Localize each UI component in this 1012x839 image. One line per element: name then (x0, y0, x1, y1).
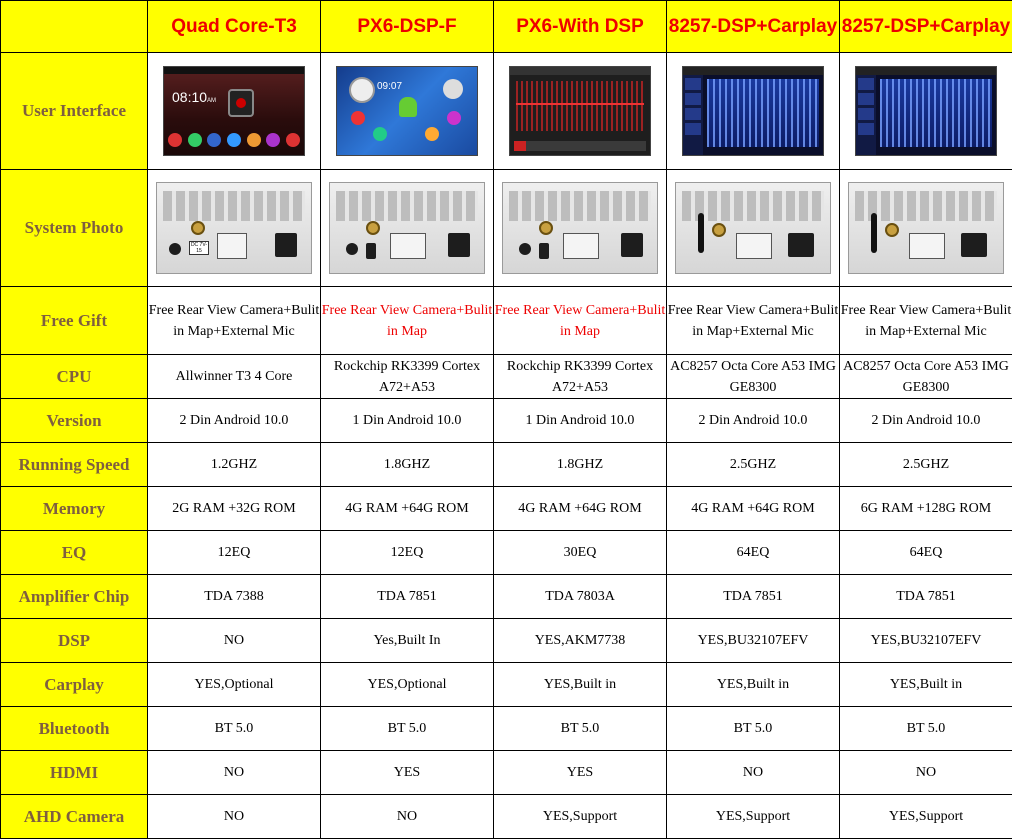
carplay-cell: YES,Optional (148, 663, 321, 707)
ui-screenshot-px6-with-dsp (509, 66, 651, 156)
running-speed-cell: 1.8GHZ (321, 443, 494, 487)
radio-port (169, 243, 181, 255)
antenna-port (539, 221, 553, 235)
column-header-quad-core-t3: Quad Core-T3 (148, 1, 321, 53)
t3-clock-suffix: AM (207, 98, 216, 104)
row-carplay (1, 663, 1012, 707)
ahd-camera-cell: YES,Support (667, 795, 840, 839)
amplifier-chip-cell: TDA 7803A (494, 575, 667, 619)
row-label-eq: EQ (1, 531, 148, 575)
memory-cell: 6G RAM +128G ROM (840, 487, 1012, 531)
bluetooth-icon (227, 133, 241, 147)
dsp-cell: YES,BU32107EFV (840, 619, 1012, 663)
t3-clock: 08:10 (172, 89, 207, 105)
hdmi-cell: YES (321, 751, 494, 795)
bluetooth-cell: BT 5.0 (494, 707, 667, 751)
play-icon (443, 79, 463, 99)
ahd-camera-cell: YES,Support (494, 795, 667, 839)
carplay-cell: YES,Optional (321, 663, 494, 707)
radio-port (346, 243, 358, 255)
music-icon (447, 111, 461, 125)
free-gift-cell: Free Rear View Camera+Bulit in Map+External Mic (840, 287, 1012, 355)
system-photo-px6-dsp-f (329, 182, 485, 274)
system-photo-t3 (156, 182, 312, 274)
antenna-port (191, 221, 205, 235)
memory-cell: 4G RAM +64G ROM (321, 487, 494, 531)
running-speed-cell: 1.8GHZ (494, 443, 667, 487)
amplifier-chip-cell: TDA 7851 (321, 575, 494, 619)
column-header-8257-dsp-carplay: 8257-DSP+Carplay (667, 1, 840, 53)
dsp-side-menu (683, 75, 703, 155)
cpu-cell: AC8257 Octa Core A53 IMG GE8300 (667, 355, 840, 399)
bluetooth-antenna (698, 213, 704, 253)
cpu-cell: Allwinner T3 4 Core (148, 355, 321, 399)
equalizer-sliders (516, 81, 644, 131)
cpu-cell: Rockchip RK3399 Cortex A72+A53 (494, 355, 667, 399)
row-label-hdmi: HDMI (1, 751, 148, 795)
ahd-camera-cell: YES,Support (840, 795, 1012, 839)
main-plug (217, 233, 247, 259)
system-photo-px6-with-dsp (502, 182, 658, 274)
row-ahd-camera (1, 795, 1012, 839)
ui-screenshot-t3 (163, 66, 305, 156)
ui-screenshot-8257 (682, 66, 824, 156)
main-plug (909, 233, 945, 259)
dvd-icon (247, 133, 261, 147)
version-cell: 2 Din Android 10.0 (148, 399, 321, 443)
row-running-speed (1, 443, 1012, 487)
bluetooth-cell: BT 5.0 (667, 707, 840, 751)
navi-icon (373, 127, 387, 141)
eq-cell: 12EQ (148, 531, 321, 575)
row-label-free-gift: Free Gift (1, 287, 148, 355)
column-header-px6-dsp-f: PX6-DSP-F (321, 1, 494, 53)
row-amplifier-chip (1, 575, 1012, 619)
version-cell: 2 Din Android 10.0 (667, 399, 840, 443)
amplifier-chip-cell: TDA 7851 (667, 575, 840, 619)
iso-port (961, 233, 987, 257)
main-plug (390, 233, 426, 259)
column-header-8257-dsp-carplay-2: 8257-DSP+Carplay (840, 1, 1012, 53)
free-gift-cell: Free Rear View Camera+Bulit in Map+External Mic (148, 287, 321, 355)
row-user-interface (1, 53, 1012, 170)
eq-cell: 64EQ (667, 531, 840, 575)
running-speed-cell: 1.2GHZ (148, 443, 321, 487)
cpu-cell: Rockchip RK3399 Cortex A72+A53 (321, 355, 494, 399)
header-row (1, 1, 1012, 53)
system-photo-8257-2 (848, 182, 1004, 274)
dsp-cell: NO (148, 619, 321, 663)
carplay-cell: YES,Built in (494, 663, 667, 707)
header-corner (1, 1, 148, 53)
car-icon (168, 133, 182, 147)
version-cell: 1 Din Android 10.0 (321, 399, 494, 443)
row-label-memory: Memory (1, 487, 148, 531)
row-label-cpu: CPU (1, 355, 148, 399)
clock-icon (349, 77, 375, 103)
dsp-cell: Yes,Built In (321, 619, 494, 663)
dsp-equalizer-grid (707, 79, 819, 147)
phone-icon (351, 111, 365, 125)
radio-icon (207, 133, 221, 147)
row-label-running-speed: Running Speed (1, 443, 148, 487)
amplifier-chip-cell: TDA 7851 (840, 575, 1012, 619)
eq-preset-tabs (514, 141, 646, 151)
row-eq (1, 531, 1012, 575)
row-hdmi (1, 751, 1012, 795)
column-header-px6-with-dsp: PX6-With DSP (494, 1, 667, 53)
eq-cell: 12EQ (321, 531, 494, 575)
bluetooth-antenna (871, 213, 877, 253)
eq-cell: 64EQ (840, 531, 1012, 575)
version-cell: 1 Din Android 10.0 (494, 399, 667, 443)
hdmi-cell: NO (840, 751, 1012, 795)
camera-icon (228, 89, 254, 117)
row-label-dsp: DSP (1, 619, 148, 663)
row-free-gift (1, 287, 1012, 355)
iso-port (621, 233, 643, 257)
row-cpu (1, 355, 1012, 399)
antenna-port (366, 221, 380, 235)
video-icon (266, 133, 280, 147)
dc-label: DC 7V-15 (189, 241, 209, 255)
running-speed-cell: 2.5GHZ (840, 443, 1012, 487)
memory-cell: 4G RAM +64G ROM (667, 487, 840, 531)
radio-port (519, 243, 531, 255)
memory-cell: 4G RAM +64G ROM (494, 487, 667, 531)
bluetooth-cell: BT 5.0 (840, 707, 1012, 751)
eq-cell: 30EQ (494, 531, 667, 575)
antenna-port (885, 223, 899, 237)
iso-port (448, 233, 470, 257)
row-label-bluetooth: Bluetooth (1, 707, 148, 751)
dsp-equalizer-grid (880, 79, 992, 147)
cpu-cell: AC8257 Octa Core A53 IMG GE8300 (840, 355, 1012, 399)
px6f-time: 09:07 (377, 81, 402, 92)
row-system-photo (1, 170, 1012, 287)
row-bluetooth (1, 707, 1012, 751)
version-cell: 2 Din Android 10.0 (840, 399, 1012, 443)
free-gift-cell: Free Rear View Camera+Bulit in Map+External Mic (667, 287, 840, 355)
settings-icon (286, 133, 300, 147)
hdmi-cell: NO (148, 751, 321, 795)
hdmi-cell: NO (667, 751, 840, 795)
memory-cell: 2G RAM +32G ROM (148, 487, 321, 531)
main-plug (563, 233, 599, 259)
navi-icon (188, 133, 202, 147)
app-dock (168, 133, 300, 149)
carplay-cell: YES,Built in (840, 663, 1012, 707)
row-label-version: Version (1, 399, 148, 443)
row-label-ahd-camera: AHD Camera (1, 795, 148, 839)
radio-icon (425, 127, 439, 141)
android-icon (399, 97, 417, 117)
hdmi-port (539, 243, 549, 259)
free-gift-cell: Free Rear View Camera+Bulit in Map (494, 287, 667, 355)
row-memory (1, 487, 1012, 531)
row-dsp (1, 619, 1012, 663)
iso-port (275, 233, 297, 257)
running-speed-cell: 2.5GHZ (667, 443, 840, 487)
dsp-cell: YES,BU32107EFV (667, 619, 840, 663)
bluetooth-cell: BT 5.0 (148, 707, 321, 751)
free-gift-cell: Free Rear View Camera+Bulit in Map (321, 287, 494, 355)
main-plug (736, 233, 772, 259)
ahd-camera-cell: NO (321, 795, 494, 839)
dsp-side-menu (856, 75, 876, 155)
bluetooth-cell: BT 5.0 (321, 707, 494, 751)
ui-screenshot-px6-dsp-f (336, 66, 478, 156)
amplifier-chip-cell: TDA 7388 (148, 575, 321, 619)
carplay-cell: YES,Built in (667, 663, 840, 707)
row-label-user-interface: User Interface (1, 53, 148, 170)
iso-port (788, 233, 814, 257)
ui-screenshot-8257-2 (855, 66, 997, 156)
antenna-port (712, 223, 726, 237)
hdmi-cell: YES (494, 751, 667, 795)
system-photo-8257 (675, 182, 831, 274)
ahd-camera-cell: NO (148, 795, 321, 839)
hdmi-port (366, 243, 376, 259)
row-label-carplay: Carplay (1, 663, 148, 707)
dsp-cell: YES,AKM7738 (494, 619, 667, 663)
row-label-amplifier-chip: Amplifier Chip (1, 575, 148, 619)
row-label-system-photo: System Photo (1, 170, 148, 287)
row-version (1, 399, 1012, 443)
